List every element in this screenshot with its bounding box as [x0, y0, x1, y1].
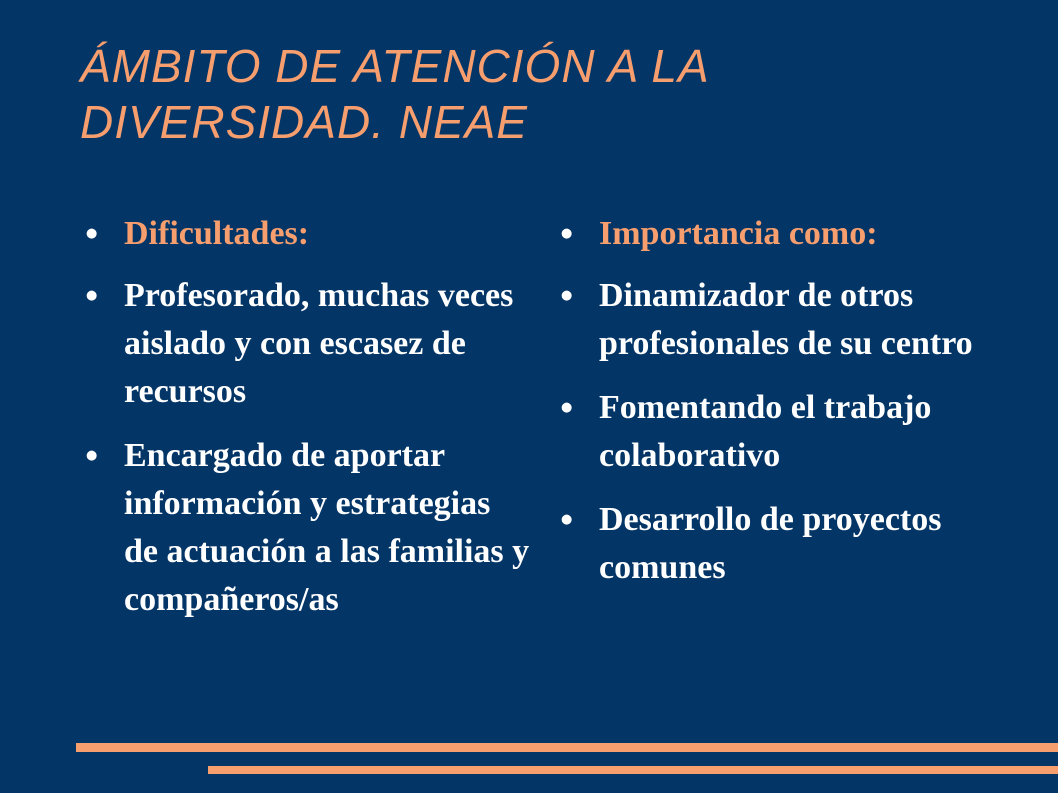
decorative-bar-bottom: [208, 766, 1058, 774]
list-item-text: Profesorado, muchas veces aislado y con escasez de recursos: [124, 277, 514, 410]
list-item: [555, 384, 1005, 480]
list-item: [555, 272, 1005, 368]
bullet-icon: ●: [86, 226, 98, 241]
list-item: [555, 496, 1005, 592]
left-heading-item: [80, 210, 530, 258]
list-item-text: Fomentando el trabajo colaborativo: [599, 389, 932, 474]
left-heading: Dificultades:: [124, 215, 310, 252]
bullet-icon: ●: [561, 288, 573, 303]
bullet-icon: ●: [561, 400, 573, 415]
right-heading: Importancia como:: [599, 215, 878, 252]
bullet-icon: ●: [86, 448, 98, 463]
list-item-text: Encargado de aportar información y estrategias de actuación a las familias y compañeros/as: [124, 437, 530, 618]
left-column: [80, 210, 530, 640]
bullet-icon: ●: [561, 226, 573, 241]
list-item: [80, 272, 530, 416]
list-item: [80, 432, 530, 624]
bullet-icon: ●: [561, 512, 573, 527]
list-item-text: Desarrollo de proyectos comunes: [599, 501, 942, 586]
slide-title: ÁMBITO DE ATENCIÓN A LA DIVERSIDAD. NEAE: [80, 40, 708, 148]
bullet-icon: ●: [86, 288, 98, 303]
decorative-bar-top: [76, 743, 1058, 752]
right-heading-item: [555, 210, 1005, 258]
list-item-text: Dinamizador de otros profesionales de su centro: [599, 277, 973, 362]
right-column: [555, 210, 1005, 608]
